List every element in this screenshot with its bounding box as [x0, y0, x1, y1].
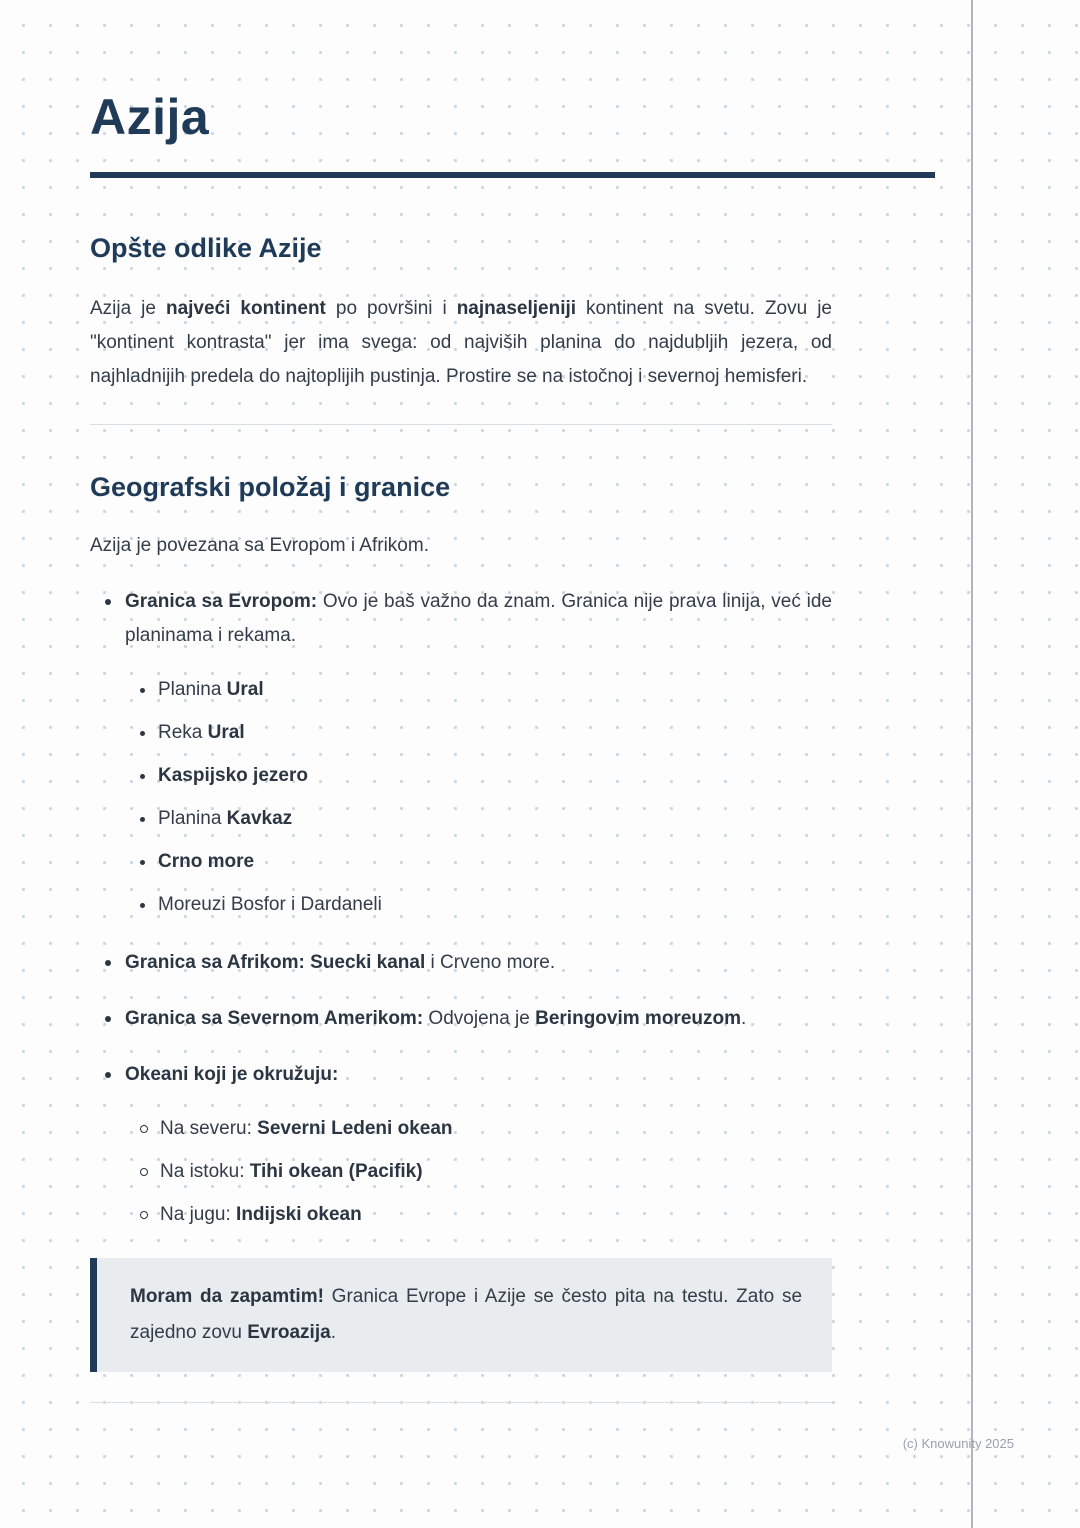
bullet-icon [140, 860, 145, 865]
list-item-text [160, 1198, 832, 1232]
text-run: i Crveno more. [425, 952, 556, 973]
page-title: Azija [90, 89, 210, 145]
text-run: po površini i [325, 298, 457, 319]
list-item [140, 845, 832, 879]
list-item [140, 1155, 832, 1189]
list-item-text [125, 1002, 832, 1036]
sub-list-oceans [90, 1112, 832, 1232]
text-run-bold: najnaseljeniji [456, 298, 577, 319]
text-run-bold: Indijski okean [236, 1204, 362, 1225]
bullet-icon [105, 1072, 111, 1078]
list-item-text [125, 585, 832, 653]
text-run: Reka [158, 722, 208, 743]
list-item-africa-border [90, 946, 832, 980]
list-item-text [158, 716, 832, 750]
bottom-divider [90, 1402, 832, 1403]
text-run-bold: Kaspijsko jezero [158, 765, 308, 786]
list-item-text [158, 759, 832, 793]
general-paragraph [90, 292, 832, 394]
section-heading-general: Opšte odlike Azije [90, 233, 322, 263]
page-edge-line [971, 0, 973, 1528]
text-run-bold: Ural [207, 722, 245, 743]
text-run-bold: Granica sa Severnom Amerikom: [125, 1008, 424, 1029]
list-item [140, 759, 832, 793]
list-item-text [158, 673, 832, 707]
text-run: Azija je [90, 298, 166, 319]
bullet-icon [105, 1016, 111, 1022]
bullet-icon [140, 774, 145, 779]
list-item [140, 802, 832, 836]
text-run: kontinent na svetu. Zovu je "kontinent kontrasta" jer ima svega: od najviših planina do najdubljih jezera, od najhladnijih predela do najtoplijih pustinja. Prostire se na istočnoj i severnoj hemisferi. [90, 298, 832, 387]
bullet-icon [140, 903, 145, 908]
text-run: Ovo je baš važno da znam. Granica nije prava linija, već ide planinama i rekama. [125, 591, 833, 646]
circle-bullet-icon [140, 1168, 148, 1176]
text-run-bold: Beringovim moreuzom [535, 1008, 741, 1029]
text-run: Na jugu: [160, 1204, 237, 1225]
bullet-icon [140, 817, 145, 822]
list-item-text [125, 946, 832, 980]
circle-bullet-icon [140, 1125, 148, 1133]
list-item-america-border [90, 1002, 832, 1036]
text-run-bold: Okeani koji je okružuju: [125, 1064, 339, 1085]
text-run: Moreuzi Bosfor i Dardaneli [158, 894, 382, 915]
text-run-bold: Ural [226, 679, 264, 700]
text-run: Planina [158, 808, 227, 829]
footer-credit: (c) Knowunity 2025 [902, 1436, 1014, 1451]
bullet-icon [140, 688, 145, 693]
list-item-text [160, 1112, 832, 1146]
list-item [140, 1112, 832, 1146]
text-run-bold: Moram da zapamtim! [130, 1286, 324, 1307]
bullet-list [90, 585, 832, 1232]
text-run: Na istoku: [160, 1161, 250, 1182]
text-run: Na severu: [160, 1118, 258, 1139]
text-run: Granica Evrope i Azije se često pita na testu. Zato se zajedno zovu [130, 1286, 803, 1343]
list-item [140, 1198, 832, 1232]
list-item-text [158, 888, 832, 922]
text-run-bold: Granica sa Evropom: [125, 591, 318, 612]
section-heading-geo: Geografski položaj i granice [90, 472, 451, 502]
title-rule [90, 172, 935, 178]
reminder-callout [90, 1258, 832, 1372]
list-item [140, 673, 832, 707]
list-item-europe-border [90, 585, 832, 653]
list-item-text [160, 1155, 832, 1189]
list-item-text [125, 1058, 832, 1092]
note-content [90, 0, 832, 1403]
text-run: Odvojena je [423, 1008, 536, 1029]
text-run-bold: Tihi okean (Pacifik) [249, 1161, 423, 1182]
list-item-text [158, 845, 832, 879]
text-run: . [741, 1008, 747, 1029]
text-run-bold: Crno more [158, 851, 255, 872]
text-run-bold: Kavkaz [226, 808, 293, 829]
list-item [140, 888, 832, 922]
section-divider [90, 424, 832, 425]
list-item-oceans [90, 1058, 832, 1092]
text-run-bold: Evroazija [247, 1322, 331, 1343]
text-run-bold: Granica sa Afrikom: Suecki kanal [125, 952, 426, 973]
text-run-bold: najveći kontinent [165, 298, 326, 319]
geo-intro: Azija je povezana sa Evropom i Afrikom. [90, 535, 429, 556]
sub-list-europe [90, 673, 832, 922]
circle-bullet-icon [140, 1211, 148, 1219]
bullet-icon [105, 599, 111, 605]
text-run-bold: Severni Ledeni okean [257, 1118, 453, 1139]
bullet-icon [105, 960, 111, 966]
text-run: . [330, 1322, 336, 1343]
list-item-text [158, 802, 832, 836]
text-run: Planina [158, 679, 227, 700]
list-item [140, 716, 832, 750]
bullet-icon [140, 731, 145, 736]
